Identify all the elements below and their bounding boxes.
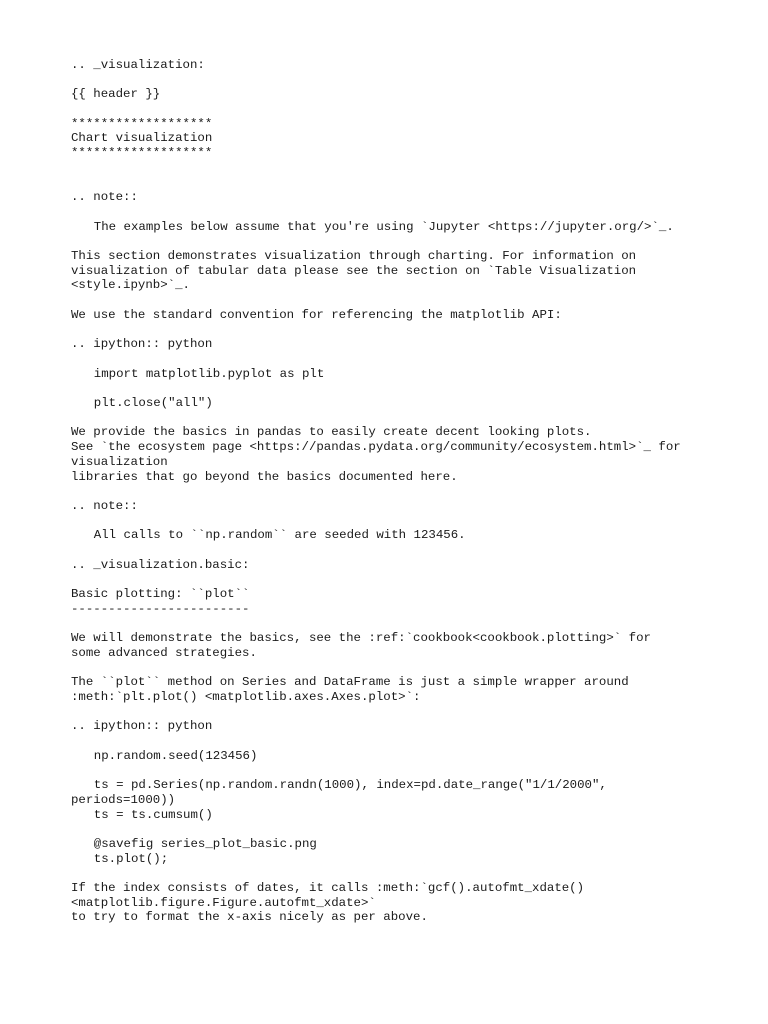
basics-paragraph: We provide the basics in pandas to easily create decent looking plots. See `the ecosystem page <https://pandas.pydata.org/community/ecosystem.html>`_ for visualization libraries that go beyond the basics documented here. [71,425,681,484]
autofmt-paragraph: If the index consists of dates, it calls :meth:`gcf().autofmt_xdate() <matplotlib.figure.Figure.autofmt_xdate>` to try to format the x-axis nicely as per above. [71,881,585,925]
note-directive: .. note:: [71,190,138,205]
note-body-random: All calls to ``np.random`` are seeded with 123456. [93,528,466,543]
section-heading-basic-plotting: Basic plotting: ``plot`` ------------------------ [71,587,250,616]
document-text [71,58,711,940]
code-series-line: ts = pd.Series(np.random.randn(1000), index=pd.date_range("1/1/2000", [93,778,607,793]
note-directive-2: .. note:: [71,498,138,513]
label-visualization-basic: .. _visualization.basic: [71,557,250,572]
note-body-jupyter: The examples below assume that you're using `Jupyter <https://jupyter.org/>`_. [93,219,674,234]
header-template: {{ header }} [71,87,161,102]
label-visualization: .. _visualization: [71,58,205,72]
code-import: import matplotlib.pyplot as plt [93,366,325,381]
intro-paragraph: This section demonstrates visualization through charting. For information on visualization of tabular data please see the section on `Table Visualization <style.ipynb>`_. [71,249,637,293]
cookbook-paragraph: We will demonstrate the basics, see the :ref:`cookbook<cookbook.plotting>` for some advanced strategies. [71,631,651,660]
plot-method-paragraph: The ``plot`` method on Series and DataFrame is just a simple wrapper around :meth:`plt.plot() <matplotlib.axes.Axes.plot>`: [71,675,629,704]
ipython-directive: .. ipython:: python [71,337,213,352]
page-title: ******************* Chart visualization ******************* [71,116,213,161]
code-series-wrap: periods=1000)) [71,792,176,807]
code-savefig: @savefig series_plot_basic.png ts.plot(); [93,836,317,866]
ipython-directive-2: .. ipython:: python [71,719,213,734]
code-close: plt.close("all") [93,396,213,411]
convention-paragraph: We use the standard convention for referencing the matplotlib API: [71,307,562,322]
code-cumsum: ts = ts.cumsum() [93,807,213,822]
code-seed: np.random.seed(123456) [93,748,258,763]
